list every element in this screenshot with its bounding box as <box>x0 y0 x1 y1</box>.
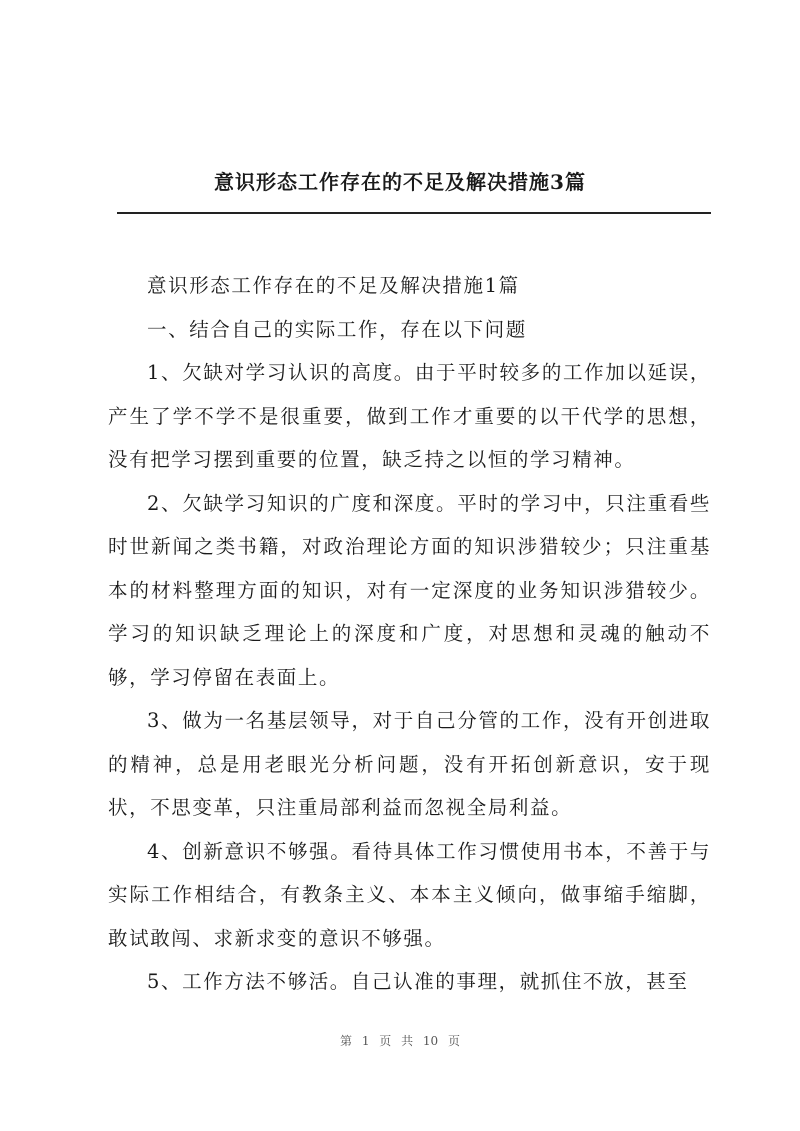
paragraph: 5、工作方法不够活。自己认准的事理，就抓住不放，甚至 <box>147 970 689 993</box>
paragraph: 3、做为一名基层领导，对于自己分管的工作，没有开创进取的精神，总是用老眼光分析问题，没有开拓创新意识，安于现状，不思变革，只注重局部利益而忽视全局利益。 <box>108 709 711 819</box>
title-divider <box>117 212 711 214</box>
page-title: 意识形态工作存在的不足及解决措施3篇 <box>214 170 586 194</box>
subheading: 一、结合自己的实际工作，存在以下问题 <box>147 317 527 341</box>
document-body <box>108 264 711 1004</box>
paragraph: 1、欠缺对学习认识的高度。由于平时较多的工作加以延误，产生了学不学不是很重要，做到工作才重要的以干代学的思想，没有把学习摆到重要的位置，缺乏持之以恒的学习精神。 <box>108 361 711 471</box>
page-number-footer: 第 1 页 共 10 页 <box>340 1034 460 1048</box>
paragraph: 4、创新意识不够强。看待具体工作习惯使用书本，不善于与实际工作相结合，有教条主义、本本主义倾向，做事缩手缩脚，敢试敢闯、求新求变的意识不够强。 <box>108 839 711 950</box>
section-heading: 意识形态工作存在的不足及解决措施1篇 <box>147 274 520 297</box>
paragraph: 2、欠缺学习知识的广度和深度。平时的学习中，只注重看些时世新闻之类书籍，对政治理论方面的知识涉猎较少；只注重基本的材料整理方面的知识，对有一定深度的业务知识涉猎较少。学习的知识缺乏理论上的深度和广度，对思想和灵魂的触动不够，学习停留在表面上。 <box>108 491 711 689</box>
